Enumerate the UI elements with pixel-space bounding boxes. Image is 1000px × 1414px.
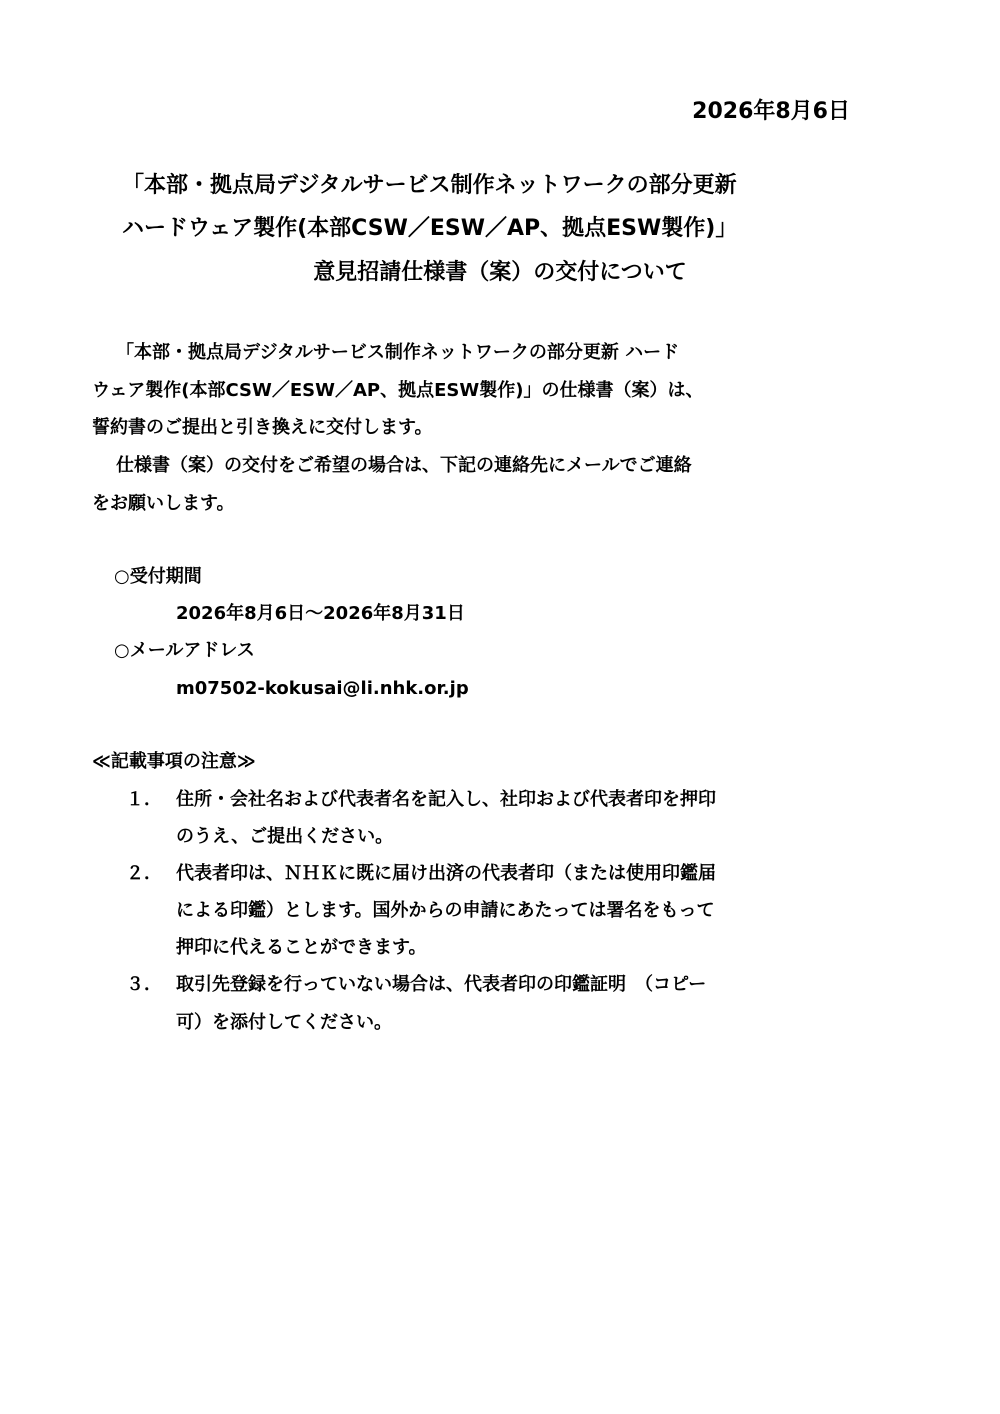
email-heading: ○メールアドレス (114, 640, 255, 661)
note-2-line-3: 押印に代えることができます。 (176, 937, 427, 958)
document-date: 2026年8月6日 (692, 99, 850, 124)
note-1-number: １． (126, 789, 162, 810)
body-line-2: ウェア製作(本部CSW／ESW／AP、拠点ESW製作)」の仕様書（案）は、 (92, 380, 704, 401)
email-address[interactable]: m07502-kokusai@li.nhk.or.jp (176, 678, 469, 699)
body-line-3: 誓約書のご提出と引き換えに交付します。 (92, 417, 433, 438)
notes-heading: ≪記載事項の注意≫ (92, 751, 256, 772)
note-3-number: ３． (126, 974, 162, 995)
note-1-line-1: 住所・会社名および代表者名を記入し、社印および代表者印を押印 (176, 789, 716, 810)
title-line-1: 「本部・拠点局デジタルサービス制作ネットワークの部分更新 (122, 173, 737, 198)
body-line-4: 仕様書（案）の交付をご希望の場合は、下記の連絡先にメールでご連絡 (116, 455, 692, 476)
body-line-1: 「本部・拠点局デジタルサービス制作ネットワークの部分更新 ハード (116, 342, 680, 363)
note-2-line-1: 代表者印は、ＮＨＫに既に届け出済の代表者印（または使用印鑑届 (176, 863, 716, 884)
title-line-2: ハードウェア製作(本部CSW／ESW／AP、拠点ESW製作)」 (122, 216, 738, 241)
note-2-line-2: による印鑑）とします。国外からの申請にあたっては署名をもって (176, 900, 715, 921)
note-3-line-2: 可）を添付してください。 (176, 1012, 392, 1033)
reception-period-heading: ○受付期間 (114, 566, 202, 587)
title-line-3: 意見招請仕様書（案）の交付について (313, 260, 687, 285)
body-line-5: をお願いします。 (92, 493, 235, 514)
note-2-number: ２． (126, 863, 162, 884)
reception-period-value: 2026年8月6日～2026年8月31日 (176, 603, 465, 624)
note-1-line-2: のうえ、ご提出ください。 (176, 826, 394, 847)
note-3-line-1: 取引先登録を行っていない場合は、代表者印の印鑑証明 （コピー (176, 974, 707, 995)
